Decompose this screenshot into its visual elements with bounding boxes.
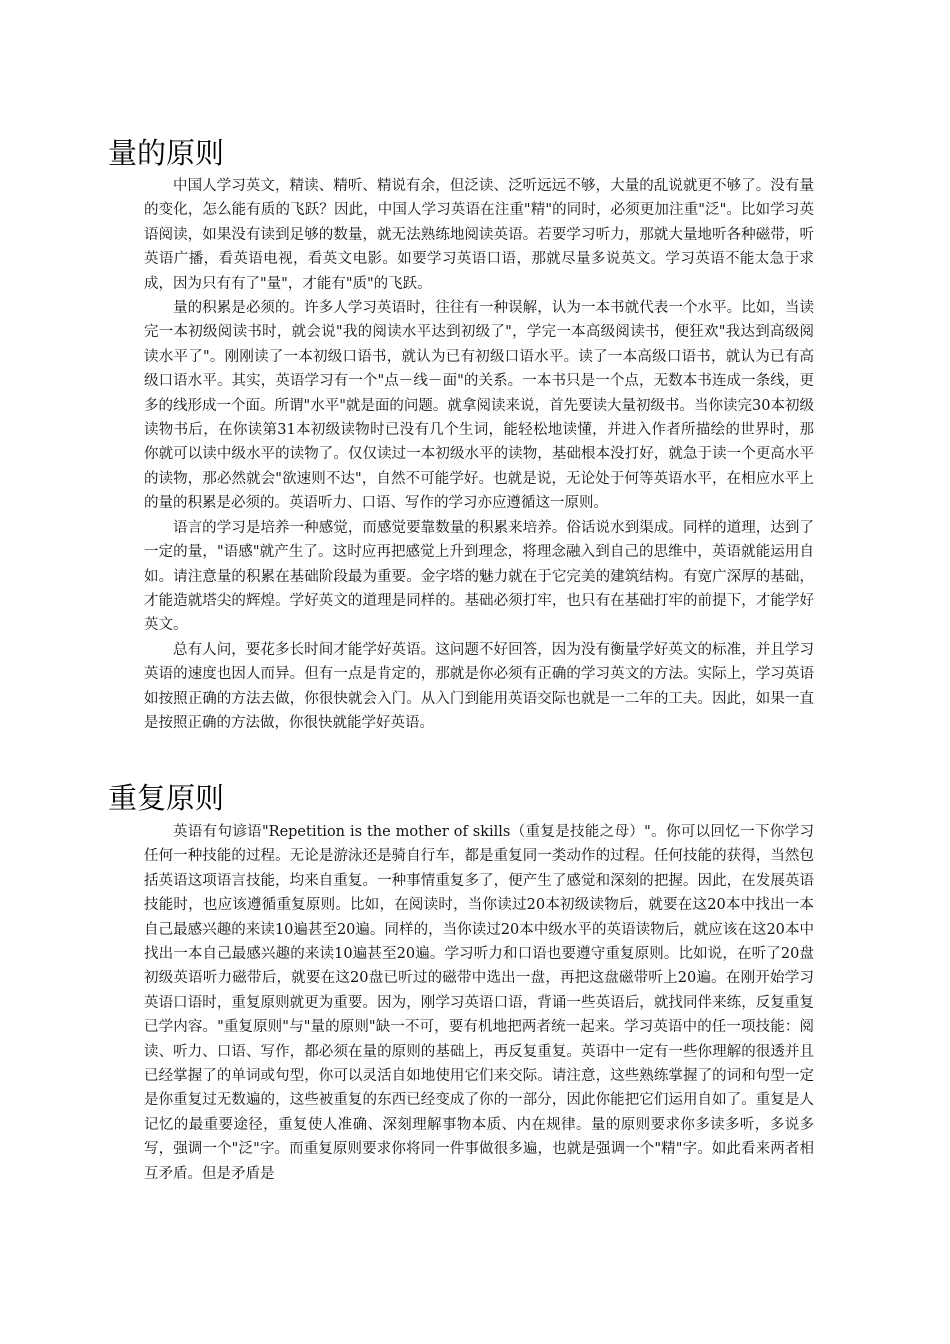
section-body-repetition-principle [144,820,814,1186]
paragraph: 总有人问，要花多长时间才能学好英语。这问题不好回答，因为没有衡量学好英文的标准，并且学习英语的速度也因人而异。但有一点是肯定的，那就是你必须有正确的学习英文的方法。实际上，学习英语如按照正确的方法去做，你很快就会入门。从入门到能用英语交际也就是一二年的工夫。因此，如果一直是按照正确的方法做，你很快就能学好英语。 [144,641,814,731]
paragraph: 语言的学习是培养一种感觉，而感觉要靠数量的积累来培养。俗话说水到渠成。同样的道理，达到了一定的量，"语感"就产生了。这时应再把感觉上升到理念，将理念融入到自己的思维中，英语就能运用自如。请注意量的积累在基础阶段最为重要。金字塔的魅力就在于它完美的建筑结构。有宽广深厚的基础，才能造就塔尖的辉煌。学好英文的道理是同样的。基础必须打牢，也只有在基础打牢的前提下，才能学好英文。 [144,519,814,634]
section-heading-repetition-principle: 重复原则 [108,781,225,815]
paragraph: 英语有句谚语"Repetition is the mother of skills（重复是技能之母）"。你可以回忆一下你学习任何一种技能的过程。无论是游泳还是骑自行车，都是重复同一类动作的过程。任何技能的获得，当然包括英语这项语言技能，均来自重复。一种事情重复多了，便产生了感觉和深刻的把握。因此，在发展英语技能时，也应该遵循重复原则。比如，在阅读时，当你读过20本初级读物后，就要在这20本中找出一本自己最感兴趣的来读10遍甚至20遍。同样的，当你读过20本中级水平的英语读物后，就应该在这20本中找出一本自己最感兴趣的来读10遍甚至20遍。学习听力和口语也要遵守重复原则。比如说，在听了20盘初级英语听力磁带后，就要在这20盘已听过的磁带中选出一盘，再把这盘磁带听上20遍。在刚开始学习英语口语时，重复原则就更为重要。因为，刚学习英语口语，背诵一些英语后，就找同伴来练，反复重复已学内容。"重复原则"与"量的原则"缺一不可，要有机地把两者统一起来。学习英语中的任一项技能：阅读、听力、口语、写作，都必须在量的原则的基础上，再反复重复。英语中一定有一些你理解的很透并且已经掌握了的单词或句型，你可以灵活自如地使用它们来交际。请注意，这些熟练掌握了的词和句型一定是你重复过无数遍的，这些被重复的东西已经变成了你的一部分，因此你能把它们运用自如了。重复是人记忆的最重要途径，重复使人准确、深刻理解事物本质、内在规律。量的原则要求你多读多听，多说多写，强调一个"泛"字。而重复原则要求你将同一件事做很多遍，也就是强调一个"精"字。如此看来两者相互矛盾。但是矛盾是 [144,824,814,1182]
section-body-quantity-principle [144,174,814,735]
section-heading-quantity-principle: 量的原则 [108,136,225,170]
paragraph: 中国人学习英文，精读、精听、精说有余，但泛读、泛听远远不够，大量的乱说就更不够了。没有量的变化，怎么能有质的飞跃？因此，中国人学习英语在注重"精"的同时，必须更加注重"泛"。比如学习英语阅读，如果没有读到足够的数量，就无法熟练地阅读英语。若要学习听力，那就大量地听各种磁带，听英语广播，看英语电视，看英文电影。如要学习英语口语，那就尽量多说英文。学习英语不能太急于求成，因为只有有了"量"，才能有"质"的飞跃。 [144,178,814,292]
paragraph: 量的积累是必须的。许多人学习英语时，往往有一种误解，认为一本书就代表一个水平。比如，当读完一本初级阅读书时，就会说"我的阅读水平达到初级了"，学完一本高级阅读书，便狂欢"我达到高级阅读水平了"。刚刚读了一本初级口语书，就认为已有初级口语水平。读了一本高级口语书，就认为已有高级口语水平。其实，英语学习有一个"点－线－面"的关系。一本书只是一个点，无数本书连成一条线，更多的线形成一个面。所谓"水平"就是面的问题。就拿阅读来说，首先要读大量初级书。当你读完30本初级读物书后，在你读第31本初级读物时已没有几个生词，能轻松地读懂，并进入作者所描绘的世界时，那你就可以读中级水平的读物了。仅仅读过一本初级水平的读物，基础根本没打好，就急于读一个更高水平的读物，那必然就会"欲速则不达"，自然不可能学好。也就是说，无论处于何等英语水平，在相应水平上的量的积累是必须的。英语听力、口语、写作的学习亦应遵循这一原则。 [144,300,814,512]
